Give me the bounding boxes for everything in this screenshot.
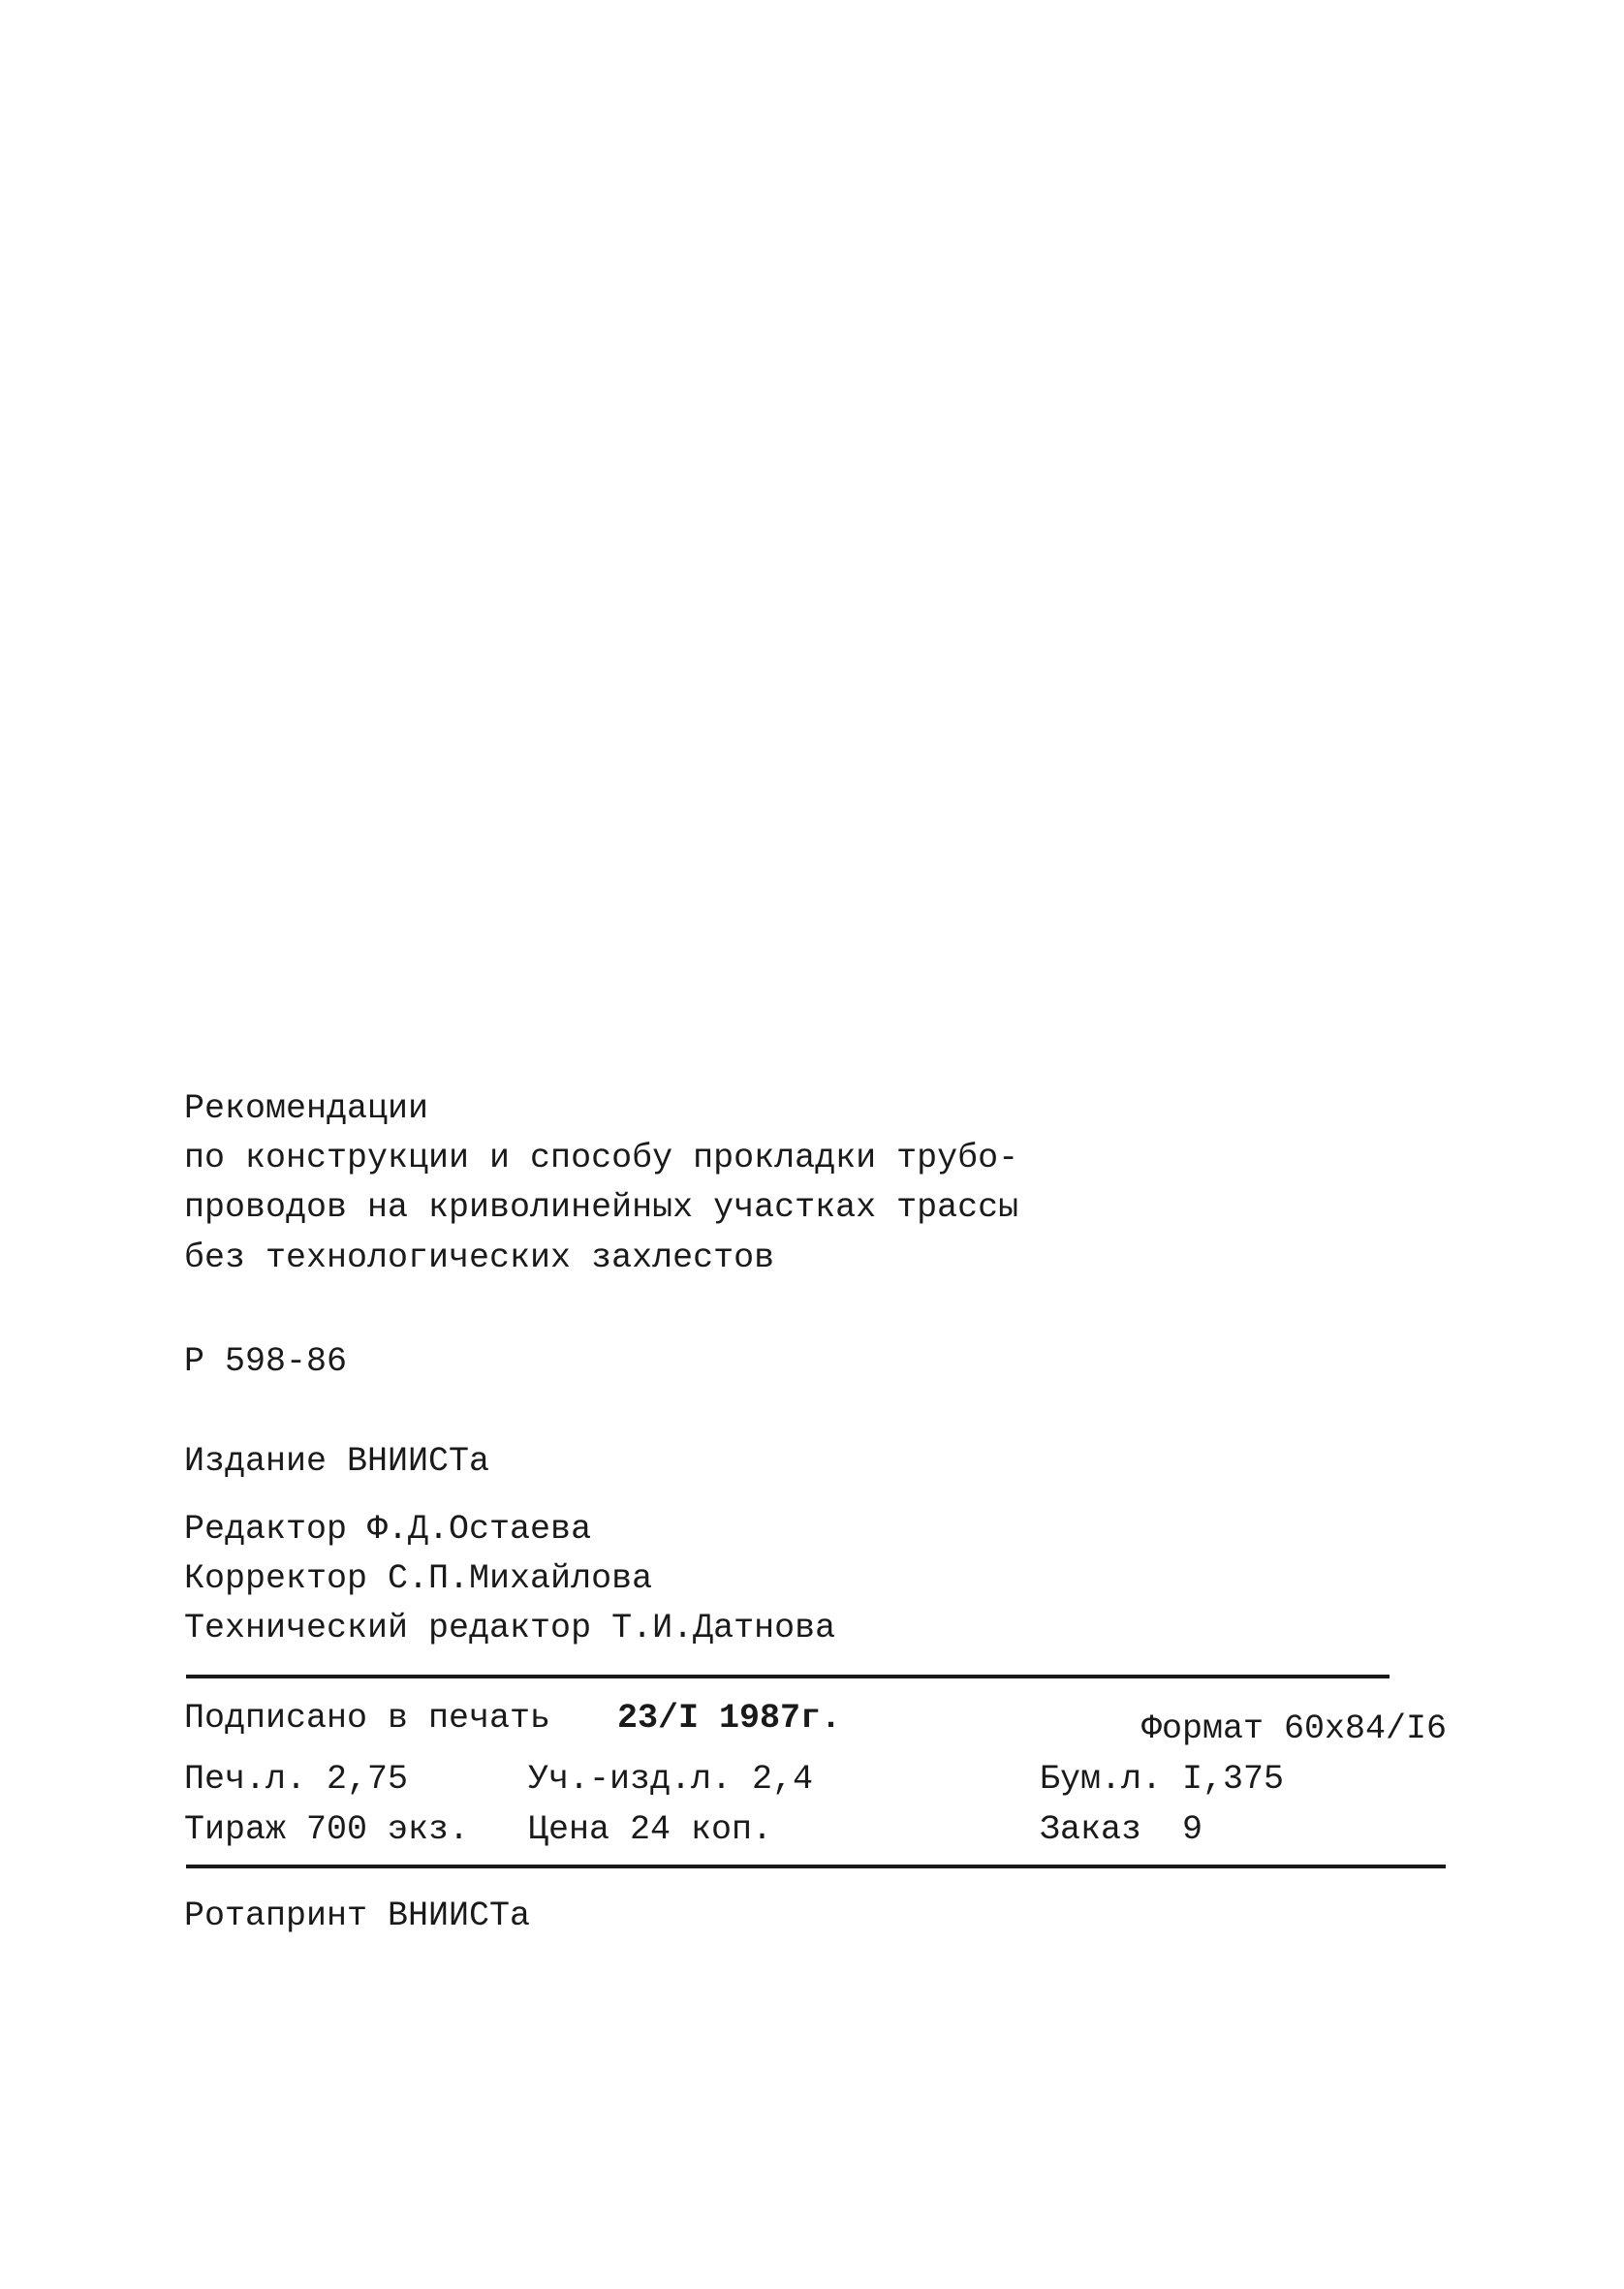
document-code: Р 598-86 [184, 1342, 348, 1381]
tech-editor-line: Технический редактор Т.И.Датнова [184, 1609, 836, 1647]
price: Цена 24 коп. [528, 1810, 773, 1849]
format-value: Формат 60х84/I6 [1141, 1709, 1448, 1748]
editor-line: Редактор Ф.Д.Остаева [184, 1510, 592, 1549]
circulation: Тираж 700 экз. [184, 1810, 470, 1849]
publishing-sheets: Уч.-изд.л. 2,4 [528, 1760, 814, 1799]
title-line-1: Рекомендации [184, 1089, 429, 1128]
print-sheets: Печ.л. 2,75 [184, 1760, 409, 1799]
paper-sheets: Бум.л. I,375 [1040, 1760, 1285, 1799]
bottom-divider [186, 1865, 1446, 1868]
title-line-3: проводов на криволинейных участках трассы [184, 1188, 1019, 1227]
printer-line: Ротапринт ВНИИСТа [184, 1897, 531, 1935]
publisher-line: Издание ВНИИСТа [184, 1442, 490, 1481]
proofreader-line: Корректор С.П.Михайлова [184, 1559, 653, 1598]
signed-label: Подписано в печать [184, 1699, 551, 1738]
title-line-2: по конструкции и способу прокладки трубо- [184, 1139, 1019, 1177]
signed-date: 23/I 1987г. [617, 1699, 842, 1738]
top-divider [186, 1675, 1390, 1678]
title-line-4: без технологических захлестов [184, 1239, 775, 1277]
order-number: Заказ 9 [1040, 1810, 1203, 1849]
